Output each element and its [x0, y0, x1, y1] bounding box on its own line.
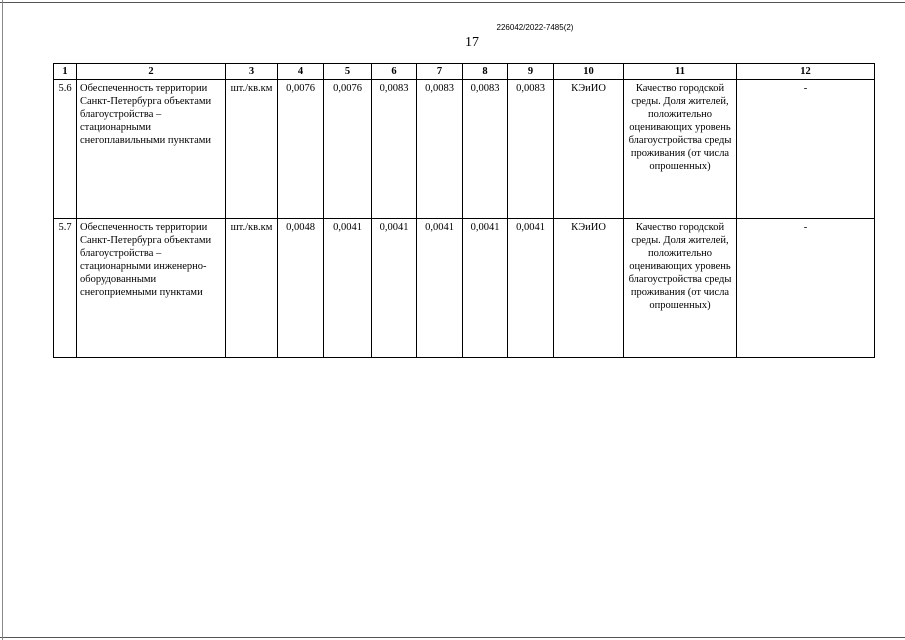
value-cell: 0,0083	[417, 80, 463, 219]
target-indicator-cell: Качество городской среды. Доля жителей, положительно оценивающих уровень благоустройства среды проживания (от числа опрошенных)	[624, 80, 737, 219]
indicator-name: Обеспеченность территории Санкт-Петербурга объектами благоустройства – стационарными инженерно-оборудованными снегоприемными пунктами	[77, 219, 226, 358]
column-header: 5	[324, 64, 372, 80]
note-cell: -	[737, 219, 875, 358]
column-header: 4	[278, 64, 324, 80]
value-cell: 0,0041	[463, 219, 508, 358]
page-border-left	[2, 0, 3, 640]
note-cell: -	[737, 80, 875, 219]
indicator-name: Обеспеченность территории Санкт-Петербурга объектами благоустройства – стационарными снегоплавильными пунктами	[77, 80, 226, 219]
unit-cell: шт./кв.км	[226, 219, 278, 358]
column-header: 2	[77, 64, 226, 80]
indicators-table	[53, 63, 875, 358]
value-cell: 0,0041	[417, 219, 463, 358]
column-header: 9	[508, 64, 554, 80]
page-border-bottom	[0, 637, 905, 638]
column-header: 1	[54, 64, 77, 80]
value-cell: 0,0048	[278, 219, 324, 358]
value-cell: 0,0083	[372, 80, 417, 219]
value-cell: 0,0083	[508, 80, 554, 219]
value-cell: 0,0083	[463, 80, 508, 219]
column-header: 11	[624, 64, 737, 80]
value-cell: 0,0076	[324, 80, 372, 219]
target-indicator-cell: Качество городской среды. Доля жителей, положительно оценивающих уровень благоустройства среды проживания (от числа опрошенных)	[624, 219, 737, 358]
page-border-top	[0, 2, 905, 3]
column-header: 8	[463, 64, 508, 80]
value-cell: 0,0041	[324, 219, 372, 358]
unit-cell: шт./кв.км	[226, 80, 278, 219]
value-cell: 0,0076	[278, 80, 324, 219]
column-header: 10	[554, 64, 624, 80]
value-cell: 0,0041	[508, 219, 554, 358]
column-header: 12	[737, 64, 875, 80]
executor-cell: КЭиИО	[554, 219, 624, 358]
column-header: 7	[417, 64, 463, 80]
row-number: 5.6	[54, 80, 77, 219]
row-number: 5.7	[54, 219, 77, 358]
page-number: 17	[465, 35, 479, 50]
column-header: 3	[226, 64, 278, 80]
column-header: 6	[372, 64, 417, 80]
table-row	[54, 219, 875, 358]
executor-cell: КЭиИО	[554, 80, 624, 219]
table-header-row	[54, 64, 875, 80]
value-cell: 0,0041	[372, 219, 417, 358]
document-registration-number: 226042/2022-7485(2)	[496, 23, 574, 32]
table-row	[54, 80, 875, 219]
